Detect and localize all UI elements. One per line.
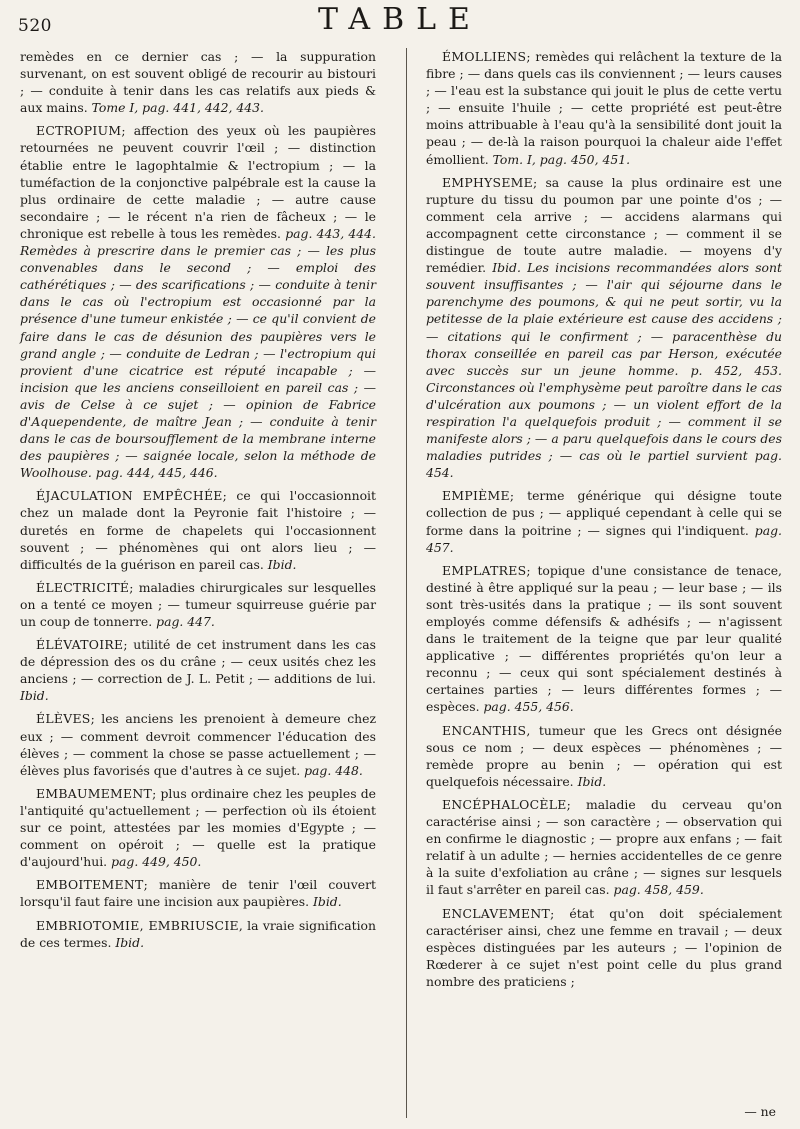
entry-reference: Ibid. [577, 773, 607, 789]
index-entry [426, 48, 782, 168]
entry-headword: EMBRIOTOMIE, EMBRIUSCIE [36, 917, 239, 933]
entry-reference: Tome I, pag. 441, 442, 443. [91, 100, 264, 116]
entry-headword: EMBAUMEMENT [36, 785, 153, 801]
column-divider [406, 48, 407, 1118]
entry-headword: ÉLECTRICITÉ [36, 579, 130, 595]
entry-reference: Ibid. [20, 688, 49, 704]
entry-reference: Tom. I, pag. 450, 451. [492, 151, 631, 167]
index-entry [426, 722, 782, 790]
entry-headword: EMPHYSEME [442, 174, 534, 190]
entry-reference: pag. 458, 459. [613, 882, 704, 898]
right-column [426, 48, 782, 996]
index-entry [426, 487, 782, 555]
entry-reference: Ibid. [267, 556, 297, 572]
entry-headword: ÉLÉVATOIRE [36, 637, 124, 653]
index-entry [20, 710, 376, 778]
entry-text: ; les anciens les prenoient à demeure chez eux ; — comment devroit commencer l'éducation des élèves ; — comment la chose se passe actuellement ; — élèves plus favorisés que d'autres à ce sujet. [20, 711, 376, 778]
catchword: — ne [744, 1104, 776, 1119]
entry-reference: pag. 455, 456. [483, 699, 574, 715]
index-entry [426, 562, 782, 716]
index-entry [20, 917, 376, 951]
entry-headword: ÉMOLLIENS [442, 49, 527, 64]
entry-text: ; manière de tenir l'œil couvert lorsqu'il faut faire une incision aux paupières. [20, 877, 376, 910]
index-entry [20, 487, 376, 572]
entry-reference: Ibid. [313, 894, 342, 910]
entry-headword: ENCANTHIS [442, 722, 527, 738]
entry-text: ; plus ordinaire chez les peuples de l'antiquité qu'actuellement ; — perfection où ils étoient sur ce point, attestées par les momies d'Egypte ; — comment on opéroit ; — quelle est la pratique d'aujourd'hui. [20, 785, 376, 870]
entry-headword: ENCLAVEMENT [442, 905, 551, 921]
entry-text: ; état qu'on doit spécialement caractériser ainsi, chez une femme en travail ; — deux espèces distinguées par les auteurs ; — l'opinion de Rœderer à ce sujet n'est point celle du plus grand nombre des praticiens ; [426, 905, 782, 989]
entry-text: ; terme générique qui désigne toute collection de pus ; — appliqué cependant à celle qui se forme dans la poitrine ; — signes qui l'indiquent. [426, 488, 782, 538]
index-entry [20, 122, 376, 481]
entry-reference: pag. 443, 444. Remèdes à prescrire dans le premier cas ; — les plus convenables dans le second ; — emploi des cathérétiques ; — des scarifications ; — conduite à tenir dans le cas où l'ectropium est occasionné par la présence d'une tumeur enkistée ; — ce qu'il convient de faire dans le cas de désunion des paupières vers le grand angle ; — conduite de Ledran ; — l'ectropium qui provient d'une cicatrice est réputé incapable ; — incision que les anciens conseilloient en pareil cas ; — avis de Celse à ce sujet ; — opinion de Fabrice d'Aquependente, de maître Jean ; — conduite à tenir dans le cas de boursoufflement de la membrane interne des paupières ; — saignée locale, selon la méthode de Woolhouse. pag. 444, 445, 446. [20, 225, 376, 481]
index-entry [20, 579, 376, 630]
entry-headword: ECTROPIUM [36, 123, 122, 139]
entry-headword: ÉLÈVES [36, 711, 91, 727]
index-entry [426, 905, 782, 990]
entry-text: ; sa cause la plus ordinaire est une rupture du tissu du poumon par une pointe d'os ; — comment cela arrive ; — accidens alarmans qui accompagnent cette circonstance ; — comment il se distingue de toute autre maladie. — moyens d'y remédier. [426, 174, 782, 276]
entry-text: , la vraie signification de ces termes. [20, 917, 376, 950]
index-entry [426, 174, 782, 482]
index-entry [20, 48, 376, 116]
entry-text: ; topique d'une consistance de tenace, destiné à être appliqué sur la peau ; — leur base ; — ils sont très-usités dans la pratique ; — ils sont souvent employés comme défensifs & adhésifs ; — n'agissent dans le traitement de la teigne que par leur qualité applicative ; — différentes propriétés qu'on leur a reconnu ; — ceux qui sont spécialement destinés à certaines parties ; — leurs différentes formes ; — espèces. [426, 562, 782, 715]
entry-headword: ENCÉPHALOCÈLE [442, 796, 567, 812]
running-head: TABLE [318, 2, 482, 37]
entry-reference: pag. 457. [426, 522, 782, 555]
index-entry [20, 785, 376, 870]
page-number: 520 [18, 16, 52, 36]
entry-headword: EMPIÈME [442, 488, 510, 504]
entry-reference: pag. 448. [304, 762, 363, 778]
entry-text: ; utilité de cet instrument dans les cas de dépression des os du crâne ; — ceux usités chez les anciens ; — correction de J. L. Petit ; — additions de lui. [20, 637, 376, 687]
left-column [20, 48, 376, 957]
index-entry [20, 636, 376, 704]
entry-reference: pag. 449, 450. [111, 854, 202, 870]
entry-text: ; maladie du cerveau qu'on caractérise ainsi ; — son caractère ; — observation qui en confirme le diagnostic ; — propre aux enfans ; — fait relatif à un adulte ; — hernies accidentelles de ce genre à la suite d'exfoliation au crâne ; — signes sur lesquels il faut s'arrêter en pareil cas. [426, 796, 782, 898]
entry-text: ; ce qui l'occasionnoit chez un malade dont la Peyronie fait l'histoire ; — duretés en forme de chapelets qui l'occasionnent souvent ; — phénomènes qui ont alors lieu ; — difficultés de la guérison en pareil cas. [20, 488, 376, 572]
entry-headword: EMBOITEMENT [36, 877, 144, 893]
entry-text: ; affection des yeux où les paupières retournées ne peuvent couvrir l'œil ; — distinction établie entre le lagophtalmie & l'ectropium ; — la tuméfaction de la conjonctive palpébrale est la cause la plus ordinaire de cette maladie ; — autre cause secondaire ; — le récent n'a rien de fâcheux ; — le chronique est rebelle à tous les remèdes. [20, 123, 376, 241]
index-entry [426, 796, 782, 899]
entry-text: remèdes en ce dernier cas ; — la suppuration survenant, on est souvent obligé de recourir au bistouri ; — conduite à tenir dans les cas relatifs aux pieds & aux mains. [20, 49, 376, 116]
entry-headword: ÉJACULATION EMPÊCHÉE [36, 488, 223, 504]
entry-reference: pag. 447. [156, 614, 215, 629]
entry-headword: EMPLATRES [442, 562, 527, 578]
entry-reference: Ibid. Les incisions recommandées alors sont souvent insuffisantes ; — l'air qui séjourne dans le parenchyme des poumons, & qui ne peut sortir, vu la petitesse de la plaie extérieure est cause des accidens ; — citations qui le confirment ; — paracenthèse du thorax conseillée en pareil cas par Herson, exécutée avec succès sur un jeune homme. p. 452, 453. Circonstances où l'emphysème peut paroître dans le cas d'ulcération aux poumons ; — un violent effort de la respiration l'a quelquefois produit ; — comment il se manifeste alors ; — a paru quelquefois dans le cours des maladies putrides ; — cas où le partiel survient pag. 454. [426, 260, 782, 481]
entry-text: ; remèdes qui relâchent la texture de la fibre ; — dans quels cas ils conviennent ; — leurs causes ; — l'eau est la substance qui jouit le plus de cette vertu ; — ensuite l'huile ; — cette propriété est peut-être moins attribuable à l'eau qu'à la sensibilité dont jouit la peau ; — de-là la raison pourquoi la chaleur aide l'effet émollient. [426, 49, 782, 167]
index-entry [20, 876, 376, 910]
entry-reference: Ibid. [115, 934, 145, 950]
entry-text: ; maladies chirurgicales sur lesquelles on a tenté ce moyen ; — tumeur squirreuse guérie par un coup de tonnerre. [20, 579, 376, 629]
entry-text: , tumeur que les Grecs ont désignée sous ce nom ; — deux espèces — phénomènes ; — remède propre au benin ; — opération qui est quelquefois nécessaire. [426, 722, 782, 789]
